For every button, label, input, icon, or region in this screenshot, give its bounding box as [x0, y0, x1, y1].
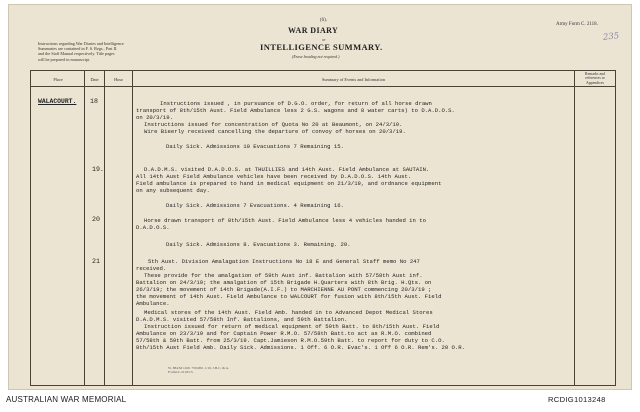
entry-line: the movement of 14th Aust. Field Ambulance to WALCOURT for fusion with 8th/15th Aust. Field: [136, 293, 442, 300]
instructions-line: will be prepared in manuscript.: [38, 56, 91, 62]
remarks-header-line: references to: [585, 76, 605, 81]
table-bottom-rule: [30, 385, 616, 386]
table-top-rule: [30, 70, 616, 71]
column-header-remarks: [575, 72, 615, 85]
entry-line: 26/3/19; the movement of 14th Brigade(A.I.F.) to MARCHIENNE AU PONT commencing 20/3/19 ;: [136, 286, 432, 293]
entry-line: Field ambulance is prepared to hand in medical equipment on 21/3/19, and ordnance equipment: [136, 180, 442, 187]
entry-line: Battalion on 24/3/19; the amalgation of 15th Brigade H.Quarters with 8th Brig. H.Qts. on: [136, 279, 432, 286]
remarks-header-line: Appendices: [586, 80, 604, 85]
entry-line: Ambulance on 23/3/19 and for Captain Power R.M.O. 57/58th Batt.to act as R.M.O. combined: [136, 330, 432, 337]
erase-note: (Erase heading not required.): [292, 54, 340, 59]
entry-line: 8th/15th Aust Field Amb. Daily Sick. Admissions. 1 Off. 6 O.R. Evac's. 1 Off 6 O.R. Rem's. 20 O.R.: [136, 344, 465, 351]
title-war-diary: WAR DIARY: [288, 26, 339, 35]
entry-line: All 14th Aust Field Ambulance vehicles have been received by D.A.D.O.S. 14th Aust.: [136, 173, 412, 180]
column-header-summary: Summary of Events and Information: [321, 77, 385, 82]
table-header-rule: [30, 86, 616, 87]
remarks-header-line: Remarks and: [585, 72, 605, 76]
entry-line: Horse drawn transport of 8th/15th Aust. Field Ambulance less 4 vehicles handed in to: [144, 217, 426, 224]
entry-date: 19.: [92, 166, 104, 173]
entry-date: 18: [90, 98, 98, 105]
column-header-place: Place: [53, 77, 63, 82]
entry-date: 21: [92, 258, 100, 265]
table-left-rule: [30, 70, 31, 386]
entry-line: 5th Aust. Division Amalagation Instructions No 18 E and General Staff memo No 247: [148, 258, 420, 265]
title-intelligence-summary: INTELLIGENCE SUMMARY.: [260, 42, 383, 52]
entry-line: on any subsequent day.: [136, 187, 210, 194]
entry-line: D.A.D.O.S.: [136, 224, 170, 231]
instructions-line: Summaries are contained in F. S. Regs., Part II.: [38, 46, 118, 52]
col-rule-date: [84, 70, 85, 386]
column-header-date: Date: [90, 77, 99, 82]
entry-line: Instructions issued , in pursuance of D.G.O. order, for return of all horse drawn: [160, 100, 432, 107]
entry-line: Instructions issued for concentration of Quota No 20 at Beaumont, on 24/3/19.: [144, 121, 403, 128]
page-number: (6).: [320, 18, 328, 23]
army-form-number: Army Form C. 2118.: [556, 22, 598, 27]
col-rule-remarks: [574, 70, 575, 386]
entry-date: 20: [92, 216, 100, 223]
entry-line: These provide for the amalgation of 59th Aust inf. Battalion with 57/58th Aust inf.: [144, 272, 423, 279]
daily-sick-line: Daily Sick. Admissions 7 Evacuations. 4 Remaining 16.: [166, 202, 344, 209]
instructions-line: Instructions regarding War Diaries and Intelligence: [38, 41, 124, 46]
entry-line: Instruction issued for return of medical equipment of 59th Batt. to 8th/15th Aust. Field: [144, 323, 440, 330]
archive-reference: RCDIG1013248: [548, 395, 606, 404]
printer-imprint: [168, 366, 229, 374]
daily-sick-line: Daily Sick. Admissions 10 Evacuations 7 Remaining 15.: [166, 143, 344, 150]
archive-credit: AUSTRALIAN WAR MEMORIAL: [6, 395, 127, 404]
col-rule-hour: [104, 70, 105, 386]
entry-line: on 20/3/19.: [136, 114, 173, 121]
entry-line: Wire Bieerly received cancelling the departure of convoy of horses on 20/3/19.: [144, 128, 406, 135]
column-header-hour: Hour: [114, 77, 123, 82]
col-rule-summary: [132, 70, 133, 386]
entry-line: Medical stores of the 14th Aust. Field Amb. handed in to Advanced Depot Medical Stores: [144, 309, 433, 316]
printer-imprint-line: W. 884/M 1160. 750,000. 1/16. J.B.C. & A.: [168, 366, 229, 370]
pencil-folio-number: 235: [602, 31, 620, 43]
entry-place: WALACOURT.: [38, 98, 77, 105]
table-right-rule: [615, 70, 616, 386]
diary-page: [8, 4, 632, 390]
entry-line: D.A.D.M.S. visited D.A.D.O.S. at THUILLIES and 14th Aust. Field Ambulance at SAUTAIN.: [144, 166, 430, 173]
entry-line: 57/58th & 59th Batt. from 25/3/19. Capt.Jamieson R.M.O.59th Batt. to report for duty to C.O.: [136, 337, 445, 344]
printer-imprint-line: Forms/C.2118/13.: [168, 370, 194, 375]
entry-line: received.: [136, 265, 167, 272]
instructions-note: [38, 41, 124, 62]
instructions-line: and the Staff Manual respectively. Title pages: [38, 51, 115, 57]
daily-sick-line: Daily Sick. Admissions 8. Evacuations 3. Remaining. 20.: [166, 241, 351, 248]
title-or: or: [322, 37, 326, 42]
entry-line: transport of 8th/15th Aust. Field Ambulance less 2 G.S. wagons and 8 water carts) to D.A.D.O.S.: [136, 107, 455, 114]
entry-line: D.A.D.M.S. visited 57/58th Inf. Battalions, and 59th Battalion.: [136, 316, 348, 323]
entry-line: Ambulance.: [136, 300, 170, 307]
